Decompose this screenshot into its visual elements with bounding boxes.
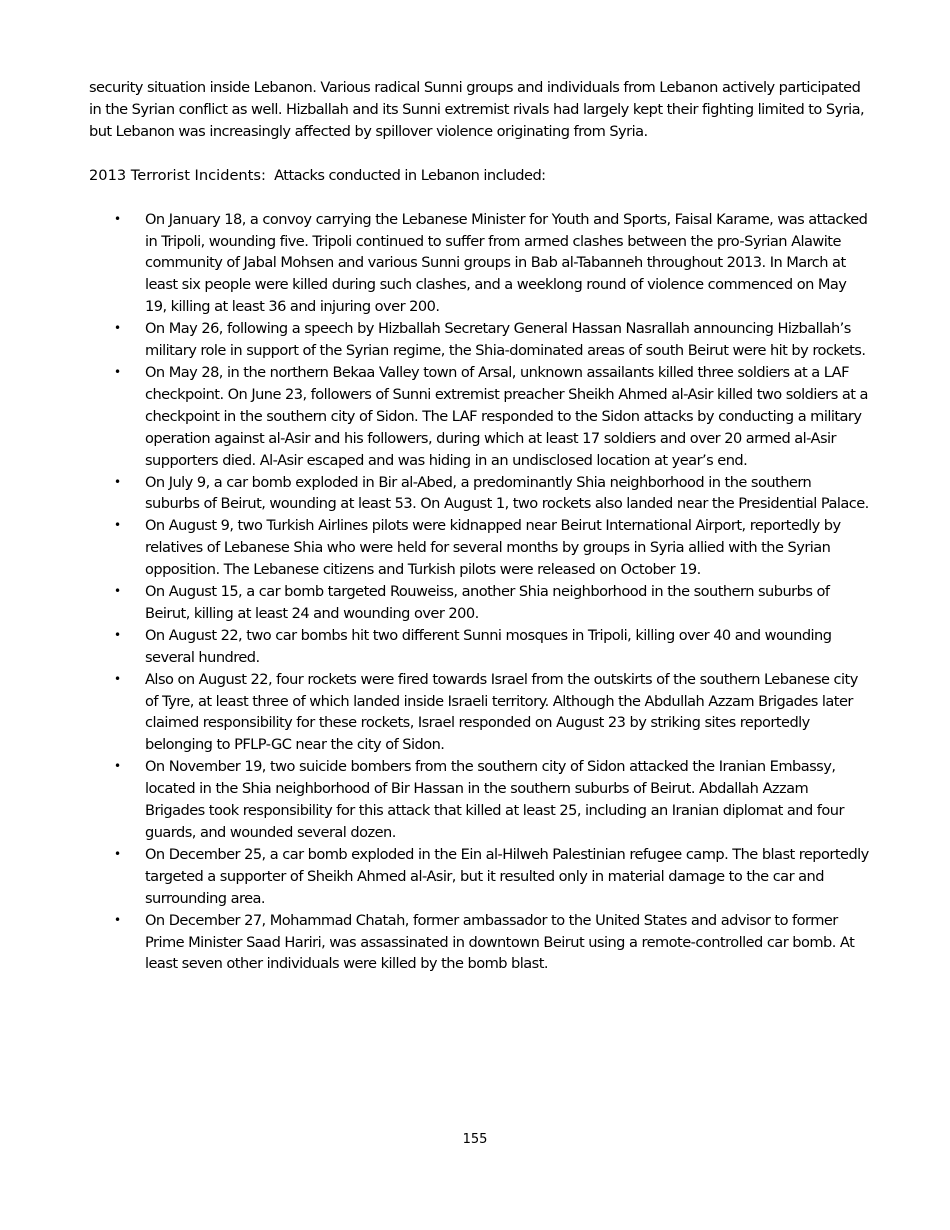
bullet-icon: •	[114, 364, 121, 379]
list-item	[89, 756, 869, 844]
incident-text: Also on August 22, four rockets were fired towards Israel from the outskirts of the southern Lebanese city of Tyre, at least three of which landed inside Israeli territory. Although the Abdullah Azzam Brigades later claimed responsibility for these rockets, Israel responded on August 23 by striking sites reportedly belonging to PFLP-GC near the city of Sidon.	[145, 670, 858, 754]
list-item	[89, 362, 869, 472]
bullet-icon: •	[114, 671, 121, 686]
document-page	[89, 77, 869, 975]
page-number: 155	[462, 1132, 488, 1147]
intro-paragraph: security situation inside Lebanon. Various radical Sunni groups and individuals from Lebanon actively participated in the Syrian conflict as well. Hizballah and its Sunni extremist rivals had largely kept their fighting limited to Syria, but Lebanon was increasingly affected by spillover violence originating from Syria.	[89, 79, 865, 140]
incident-list	[89, 209, 869, 976]
incident-text: On November 19, two suicide bombers from the southern city of Sidon attacked the Iranian Embassy, located in the Shia neighborhood of Bir Hassan in the southern suburbs of Beirut. Abdallah Azzam Brigades took responsibility for this attack that killed at least 25, including an Iranian diplomat and four guards, and wounded several dozen.	[145, 758, 844, 841]
incident-text: On January 18, a convoy carrying the Lebanese Minister for Youth and Sports, Faisal Karame, was attacked in Tripoli, wounding five. Tripoli continued to suffer from armed clashes between the pro-Syrian Alawite community of Jabal Mohsen and various Sunni groups in Bab al-Tabanneh throughout 2013. In March at least six people were killed during such clashes, and a weeklong round of violence commenced on May 19, killing at least 36 and injuring over 200.	[145, 210, 868, 316]
list-item	[89, 844, 869, 910]
bullet-icon: •	[114, 912, 121, 927]
list-item	[89, 209, 869, 319]
bullet-icon: •	[114, 627, 121, 642]
incident-text: On May 26, following a speech by Hizballah Secretary General Hassan Nasrallah announcing Hizballah’s military role in support of the Syrian regime, the Shia-dominated areas of south Beirut were hit by rockets.	[145, 320, 866, 360]
incident-text: On May 28, in the northern Bekaa Valley town of Arsal, unknown assailants killed three soldiers at a LAF checkpoint. On June 23, followers of Sunni extremist preacher Sheikh Ahmed al-Asir killed two soldiers at a checkpoint in the southern city of Sidon. The LAF responded to the Sidon attacks by conducting a military operation against al-Asir and his followers, during which at least 17 soldiers and over 20 armed al-Asir supporters died. Al-Asir escaped and was hiding in an undisclosed location at year’s end.	[145, 363, 868, 469]
incident-text: On December 25, a car bomb exploded in the Ein al-Hilweh Palestinian refugee camp. The blast reportedly targeted a supporter of Sheikh Ahmed al-Asir, but it resulted only in material damage to the car and surrounding area.	[145, 845, 869, 907]
incident-text: On August 22, two car bombs hit two different Sunni mosques in Tripoli, killing over 40 and wounding several hundred.	[145, 626, 832, 666]
list-item	[89, 625, 869, 669]
list-item	[89, 669, 869, 757]
list-item	[89, 318, 869, 362]
bullet-icon: •	[114, 321, 121, 336]
incident-text: On August 9, two Turkish Airlines pilots were kidnapped near Beirut International Airport, reportedly by relatives of Lebanese Shia who were held for several months by groups in Syria allied with the Syrian opposition. The Lebanese citizens and Turkish pilots were released on October 19.	[145, 517, 841, 579]
incident-text: On December 27, Mohammad Chatah, former ambassador to the United States and advisor to former Prime Minister Saad Hariri, was assassinated in downtown Beirut using a remote-controlled car bomb. At least seven other individuals were killed by the bomb blast.	[145, 911, 855, 973]
list-item	[89, 515, 869, 581]
section-heading-label: 2013 Terrorist Incidents:	[89, 166, 266, 184]
bullet-icon: •	[114, 518, 121, 533]
list-item	[89, 472, 869, 516]
incident-text: On July 9, a car bomb exploded in Bir al-Abed, a predominantly Shia neighborhood in the southern suburbs of Beirut, wounding at least 53. On August 1, two rockets also landed near the Presidential Palace.	[145, 473, 869, 513]
bullet-icon: •	[114, 584, 121, 599]
bullet-icon: •	[114, 759, 121, 774]
section-heading-text: Attacks conducted in Lebanon included:	[274, 166, 546, 184]
incident-text: On August 15, a car bomb targeted Rouweiss, another Shia neighborhood in the southern suburbs of Beirut, killing at least 24 and wounding over 200.	[145, 583, 830, 622]
bullet-icon: •	[114, 474, 121, 489]
section-heading	[89, 165, 869, 187]
bullet-icon: •	[114, 211, 121, 226]
list-item	[89, 581, 869, 625]
bullet-icon: •	[114, 846, 121, 861]
list-item	[89, 910, 869, 976]
